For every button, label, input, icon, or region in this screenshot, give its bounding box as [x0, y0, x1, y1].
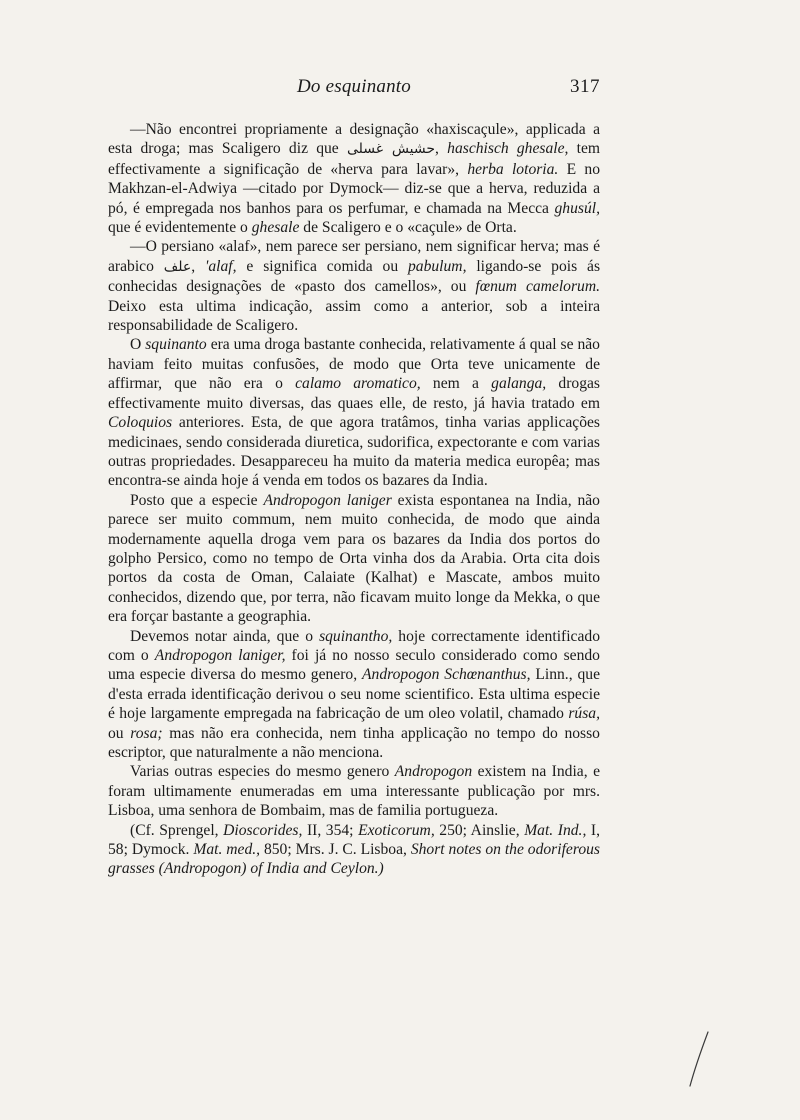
text-run: Devemos notar ainda, que o: [130, 627, 320, 645]
text-run: O: [130, 336, 146, 354]
text-run: exista espontanea na India, não parece ser muito commum, nem muito conhecida, de modo que ainda modernamente aquella droga vem para os bazares da India dos portos do golpho Persico, como no tempo de Orta vinha dos da Arabia. Orta cita dois portos da costa de Oman, Calaiate (Kalhat) e Mascate, ambos muito conhecidos, dizendo que, por terra, não ficavam muito longe da Mekka, o que era forçar bastante a geographia.: [108, 491, 600, 626]
text-run: Varias outras especies do mesmo genero: [130, 763, 395, 781]
italic-text: rosa;: [130, 724, 163, 742]
italic-text: 'alaf,: [205, 257, 237, 275]
text-run: nem a: [420, 375, 492, 393]
text-run: de Scaligero e o «caçule» de Orta.: [299, 219, 517, 237]
arabic-word: علف: [163, 258, 192, 275]
paragraph: [108, 762, 600, 820]
text-run: 850; Mrs. J. C. Lisboa,: [260, 841, 411, 859]
italic-text: Short notes on the odoriferous grasses (Andropogon) of India and Ceylon.): [108, 841, 600, 878]
text-run: Linn., que d'esta errada identificação derivou o seu nome scientifico. Esta ultima especie é hoje largamente empregada na fabricação de um oleo volatil, chamado: [108, 666, 600, 723]
text-run: 250; Ainslie,: [434, 821, 525, 839]
text-run: II, 354;: [302, 821, 359, 839]
italic-text: Exoticorum,: [358, 821, 435, 839]
pencil-mark: [680, 1030, 720, 1090]
text-run: era uma droga bastante conhecida, relativamente á qual se não haviam feito muitas confusões, de modo que Orta teve unicamente de affirmar, que não era o: [108, 336, 600, 393]
italic-text: calamo aromatico,: [295, 375, 421, 393]
arabic-word: حشيش غسلى: [346, 141, 436, 158]
text-run: hoje correctamente identificado com o: [108, 627, 600, 664]
text-run: ligando-se pois ás conhecidas designações de «pasto dos camellos», ou: [108, 257, 601, 296]
text-run: ,: [191, 257, 206, 275]
text-run: Posto que a especie: [130, 491, 264, 509]
italic-text: herba lotoria.: [467, 160, 559, 178]
text-run: ,: [435, 140, 448, 158]
text-run: e significa comida ou: [236, 257, 408, 275]
italic-text: ghesale: [251, 219, 300, 237]
text-run: —Não encontrei propriamente a designação «haxiscaçule», applicada a esta droga; mas Scaligero diz que: [108, 121, 600, 158]
italic-text: galanga,: [491, 375, 547, 393]
italic-text: squinanto: [145, 336, 207, 354]
text-run: anteriores. Esta, de que agora tratâmos, tinha varias applicações medicinaes, sendo considerada diuretica, sudorifica, expectorante e com varias outras propriedades. Desappareceu ha muito da materia medica europêa; mas encontra-se ainda hoje á venda em todos os bazares da India.: [108, 414, 600, 490]
text-run: I, 58; Dymock.: [108, 821, 600, 859]
paragraph: [108, 491, 600, 627]
text-run: (Cf. Sprengel,: [130, 821, 224, 839]
italic-text: Andropogon Schœnanthus,: [362, 666, 531, 684]
italic-text: Coloquios: [108, 414, 173, 432]
paragraph: [108, 237, 600, 335]
text-run: —O persiano «alaf», nem parece ser persiano, nem significar herva; mas é arabico: [108, 238, 600, 275]
italic-text: Andropogon: [394, 763, 473, 781]
paragraph: [108, 120, 600, 237]
paragraph: [108, 335, 600, 490]
text-run: foi já no nosso seculo considerado como sendo uma especie diversa do mesmo genero,: [108, 646, 600, 684]
italic-text: squinantho,: [319, 627, 393, 645]
italic-text: ghusúl,: [554, 199, 600, 217]
italic-text: Dioscorides,: [223, 821, 303, 839]
text-run: tem effectivamente a significação de «herva para lavar»,: [108, 140, 601, 178]
italic-text: Mat. Ind.,: [524, 821, 587, 839]
text-run: ou: [108, 724, 131, 742]
text-run: Deixo esta ultima indicação, assim como a anterior, sob a inteira responsabilidade de Scaligero.: [108, 297, 600, 335]
text-run: E no Makhzan-el-Adwiya —citado por Dymock— diz-se que a herva, reduzida a pó, é empregada nos banhos para os perfumar, e chamada na Mecca: [108, 160, 601, 217]
body-text: [108, 120, 600, 879]
italic-text: Andropogon laniger,: [154, 646, 286, 664]
italic-text: fœnum camelorum.: [475, 278, 600, 296]
text-run: mas não era conhecida, nem tinha applicação no tempo do nosso escriptor, que naturalmente a não menciona.: [108, 724, 600, 761]
running-title: Do esquinanto: [297, 76, 411, 97]
italic-text: Mat. med.,: [193, 841, 261, 859]
text-run: existem na India, e foram ultimamente enumeradas em uma interessante publicação por mrs. Lisboa, uma senhora de Bombaim, mas de familia portugueza.: [108, 763, 600, 820]
paragraph: [108, 627, 600, 763]
running-head: [108, 76, 600, 102]
italic-text: Andropogon laniger: [263, 491, 392, 509]
text-run: drogas effectivamente muito diversas, das quaes elle, de resto, já havia tratado em: [108, 375, 600, 412]
paragraph: [108, 821, 600, 879]
italic-text: pabulum,: [407, 257, 467, 275]
italic-text: haschisch ghesale,: [447, 140, 569, 158]
page-number: 317: [570, 76, 600, 97]
text-run: que é evidentemente o: [108, 219, 252, 237]
italic-text: rúsa,: [568, 705, 600, 723]
